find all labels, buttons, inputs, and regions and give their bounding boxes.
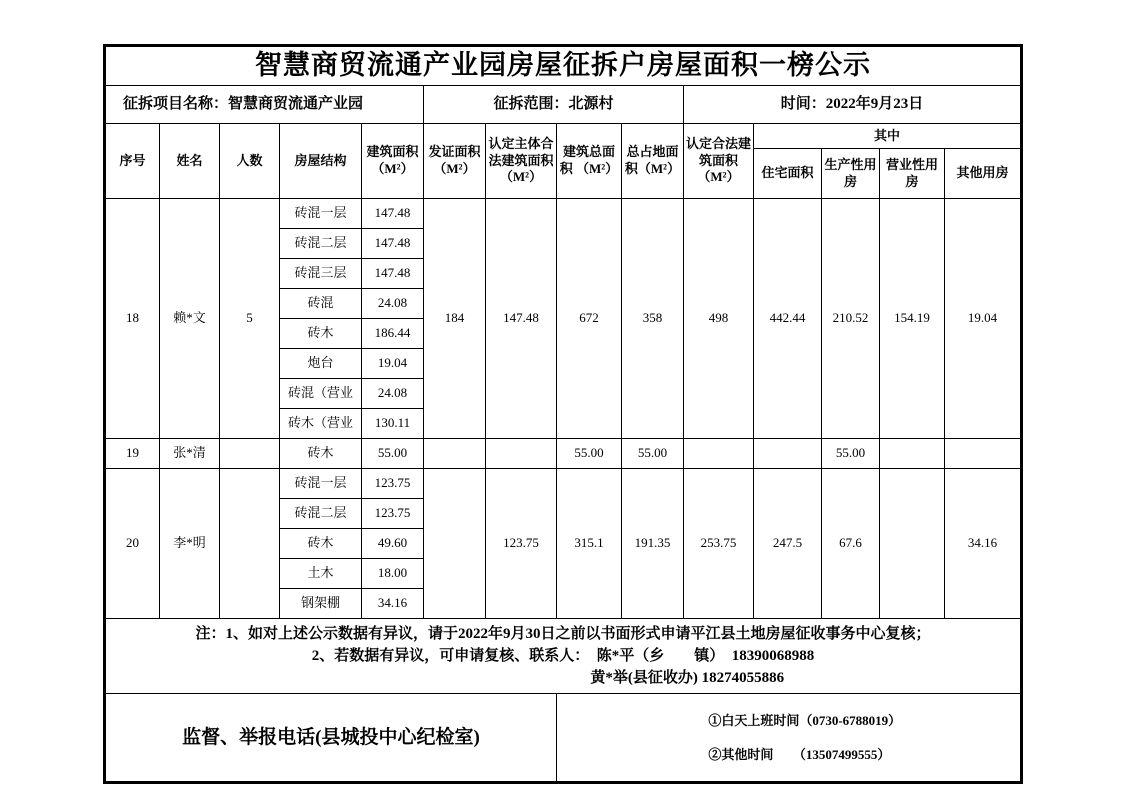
table-row [105, 469, 1022, 499]
notice-table [103, 44, 1023, 784]
cell-other: 34.16 [945, 469, 1022, 619]
cell-business [880, 439, 945, 469]
cell-legal-main: 123.75 [486, 469, 557, 619]
header-total-build: 建筑总面积 （M²） [557, 124, 622, 199]
header-business: 营业性用房 [880, 149, 945, 199]
cell-cert-area [424, 469, 486, 619]
cell-seq: 20 [105, 469, 160, 619]
cell-cert-area [424, 439, 486, 469]
phone-hours-cell [557, 694, 1022, 783]
header-structure: 房屋结构 [280, 124, 362, 199]
note-line-1: 注：1、如对上述公示数据有异议，请于2022年9月30日之前以书面形式申请平江县土地房屋征收事务中心复核； [195, 626, 931, 642]
header-production: 生产性用房 [822, 149, 880, 199]
cell-structure-type: 砖混三层 [280, 259, 362, 289]
cell-total-build: 672 [557, 199, 622, 439]
cell-total-build: 315.1 [557, 469, 622, 619]
header-row-1 [105, 124, 1022, 149]
cell-structure-area: 19.04 [362, 349, 424, 379]
cell-structure-type: 砖混（营业 [280, 379, 362, 409]
cell-people [220, 469, 280, 619]
cell-residential: 442.44 [754, 199, 822, 439]
header-build-area: 建筑面积（M²） [362, 124, 424, 199]
cell-seq: 18 [105, 199, 160, 439]
info-row [105, 86, 1022, 124]
cell-total-build: 55.00 [557, 439, 622, 469]
cell-legal-total [684, 439, 754, 469]
cell-structure-area: 24.08 [362, 379, 424, 409]
cell-structure-area: 55.00 [362, 439, 424, 469]
cell-structure-area: 147.48 [362, 259, 424, 289]
cell-legal-main: 147.48 [486, 199, 557, 439]
cell-production: 55.00 [822, 439, 880, 469]
note-line-3: 黄*举(县征收办) 18274055886 [590, 670, 785, 686]
header-name: 姓名 [160, 124, 220, 199]
cell-structure-type: 砖混一层 [280, 469, 362, 499]
cell-total-land: 358 [622, 199, 684, 439]
cell-residential [754, 439, 822, 469]
phone-hours-block [676, 695, 901, 780]
cell-structure-area: 123.75 [362, 469, 424, 499]
header-other: 其他用房 [945, 149, 1022, 199]
cell-legal-main [486, 439, 557, 469]
page-title: 智慧商贸流通产业园房屋征拆户房屋面积一榜公示 [105, 46, 1022, 86]
cell-structure-area: 186.44 [362, 319, 424, 349]
table-row [105, 439, 1022, 469]
header-seq: 序号 [105, 124, 160, 199]
phone-other: ②其他时间 （13507499555） [708, 747, 891, 762]
cell-production: 210.52 [822, 199, 880, 439]
cell-structure-type: 砖木 [280, 439, 362, 469]
cell-name: 赖*文 [160, 199, 220, 439]
notes-cell [105, 619, 1022, 694]
cell-structure-area: 34.16 [362, 589, 424, 619]
project-name: 征拆项目名称：智慧商贸流通产业园 [105, 86, 424, 124]
cell-total-land: 191.35 [622, 469, 684, 619]
cell-name: 张*清 [160, 439, 220, 469]
cell-residential: 247.5 [754, 469, 822, 619]
header-legal-total: 认定合法建筑面积（M²） [684, 124, 754, 199]
header-among: 其中 [754, 124, 1022, 149]
cell-structure-type: 砖木 [280, 529, 362, 559]
cell-production: 67.6 [822, 469, 880, 619]
supervision-phone-label: 监督、举报电话(县城投中心纪检室) [105, 694, 557, 783]
cell-business [880, 469, 945, 619]
cell-people [220, 439, 280, 469]
cell-business: 154.19 [880, 199, 945, 439]
cell-structure-type: 砖混二层 [280, 229, 362, 259]
header-legal-main: 认定主体合法建筑面积（M²） [486, 124, 557, 199]
note-line-2: 2、若数据有异议，可申请复核、联系人： 陈*平（乡 镇） 18390068988 [311, 648, 815, 664]
cell-structure-area: 147.48 [362, 199, 424, 229]
phone-daytime: ①白天上班时间（0730-6788019） [708, 713, 902, 728]
header-cert-area: 发证面积（M²） [424, 124, 486, 199]
cell-people: 5 [220, 199, 280, 439]
cell-structure-area: 147.48 [362, 229, 424, 259]
header-total-land: 总占地面积（M²） [622, 124, 684, 199]
notes-row [105, 619, 1022, 694]
footer-row [105, 694, 1022, 783]
cell-structure-type: 砖混 [280, 289, 362, 319]
table-row [105, 199, 1022, 229]
cell-legal-total: 253.75 [684, 469, 754, 619]
title-row [105, 46, 1022, 86]
cell-seq: 19 [105, 439, 160, 469]
cell-structure-type: 砖混一层 [280, 199, 362, 229]
cell-total-land: 55.00 [622, 439, 684, 469]
cell-structure-area: 123.75 [362, 499, 424, 529]
project-time: 时间：2022年9月23日 [684, 86, 1022, 124]
cell-structure-area: 130.11 [362, 409, 424, 439]
cell-other [945, 439, 1022, 469]
header-residential: 住宅面积 [754, 149, 822, 199]
cell-structure-area: 49.60 [362, 529, 424, 559]
cell-name: 李*明 [160, 469, 220, 619]
header-people: 人数 [220, 124, 280, 199]
cell-structure-area: 18.00 [362, 559, 424, 589]
cell-structure-type: 砖混二层 [280, 499, 362, 529]
cell-structure-type: 钢架棚 [280, 589, 362, 619]
cell-structure-type: 砖木（营业 [280, 409, 362, 439]
cell-structure-area: 24.08 [362, 289, 424, 319]
project-scope: 征拆范围：北源村 [424, 86, 684, 124]
cell-structure-type: 炮台 [280, 349, 362, 379]
cell-legal-total: 498 [684, 199, 754, 439]
cell-other: 19.04 [945, 199, 1022, 439]
cell-cert-area: 184 [424, 199, 486, 439]
cell-structure-type: 土木 [280, 559, 362, 589]
cell-structure-type: 砖木 [280, 319, 362, 349]
